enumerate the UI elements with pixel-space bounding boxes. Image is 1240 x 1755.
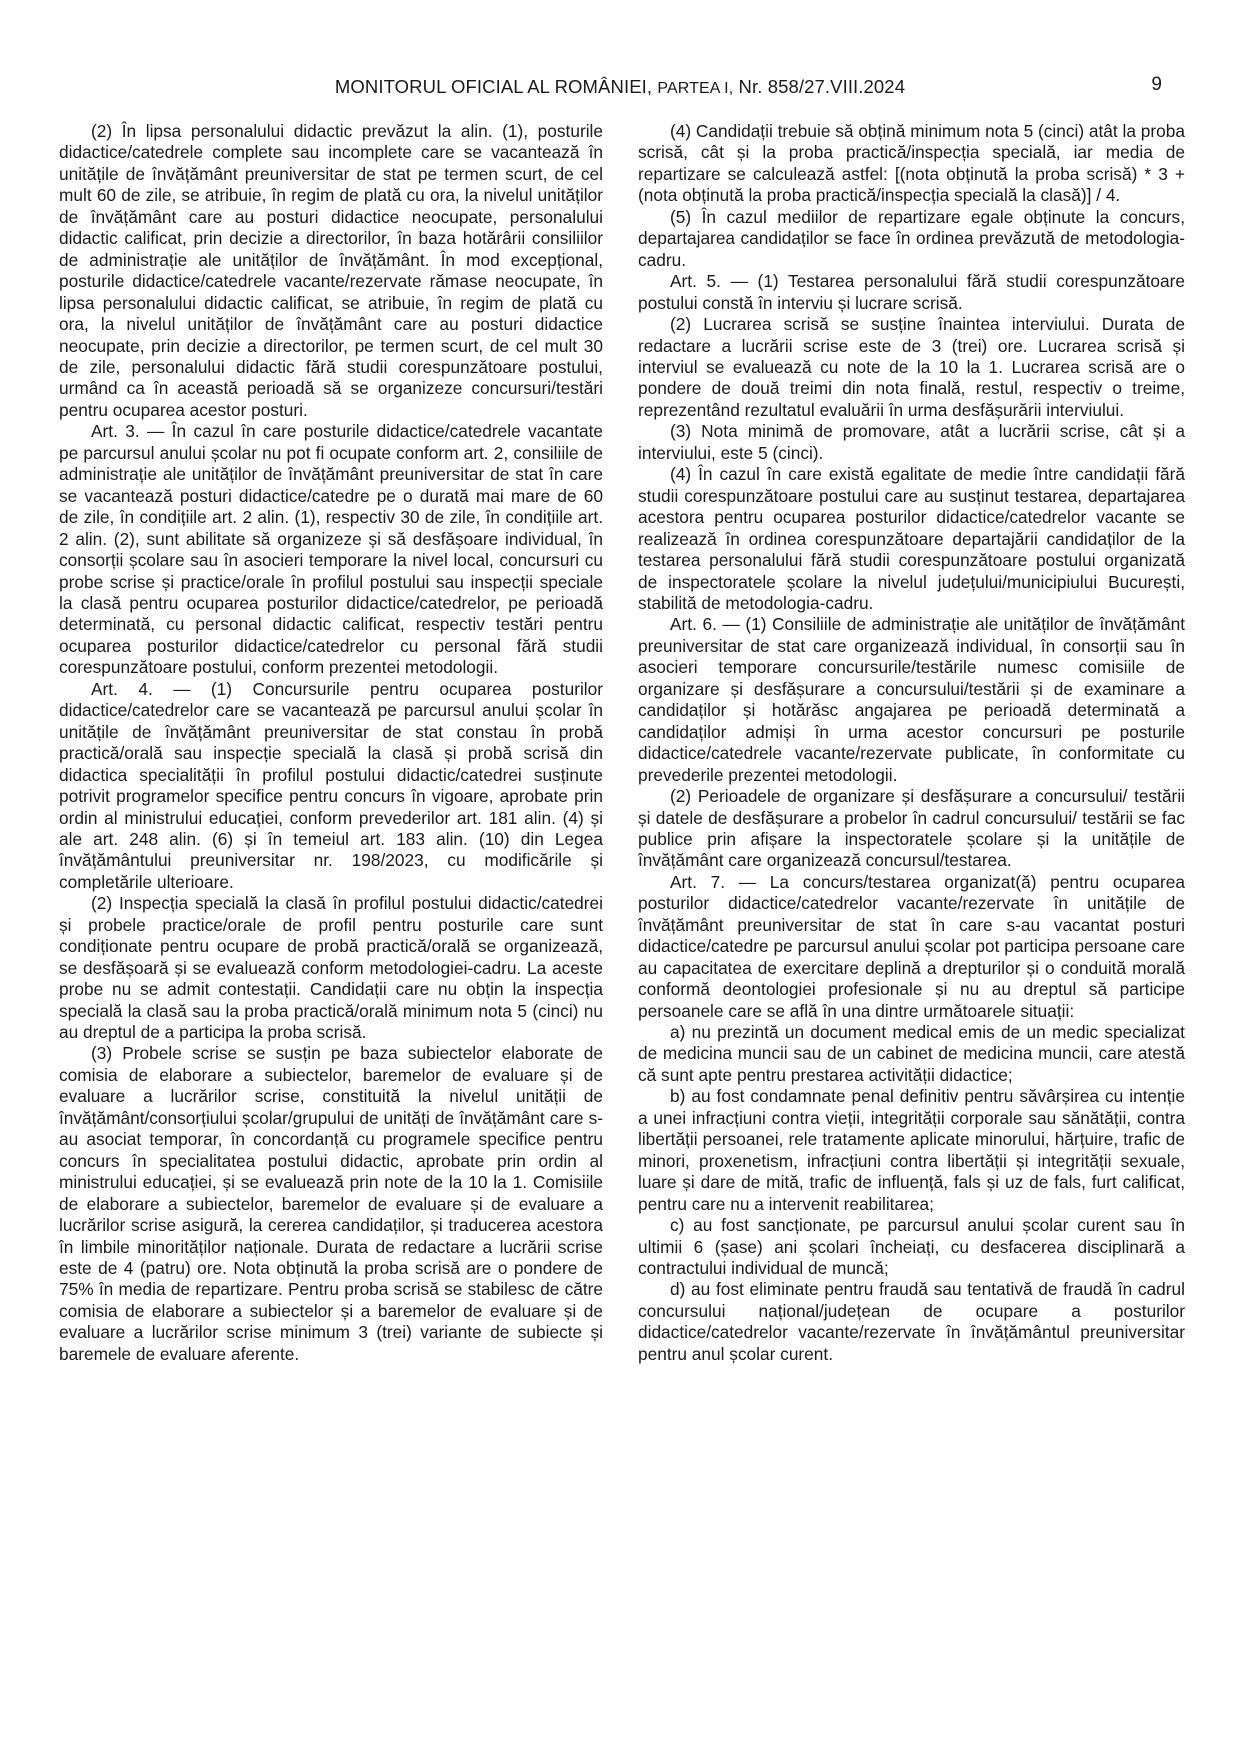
- paragraph: Art. 6. — (1) Consiliile de administrație ale unităților de învățământ preuniversitar de stat care organizează individual, în consorții sau în asocieri temporare concursurile/testările numesc comisiile de organizare și desfășurare a concursului/testării și de examinare a candidaților și hotărăsc angajarea pe perioadă determinată a candidaților admiși în urma acestor concursuri pe posturile didactice/catedrele vacante/rezervate publicate, în conformitate cu prevederile prezentei metodologii.: [638, 614, 1185, 785]
- paragraph: d) au fost eliminate pentru fraudă sau tentativă de fraudă în cadrul concursului național/județean de ocupare a posturilor didactice/catedrelor vacante/rezervate în învățământul preuniversitar pentru anul școlar curent.: [638, 1279, 1185, 1364]
- page-number: 9: [1151, 74, 1162, 95]
- right-column: [638, 121, 1185, 1365]
- paragraph: (2) Lucrarea scrisă se susține înaintea interviului. Durata de redactare a lucrării scrise este de 3 (trei) ore. Lucrarea scrisă și interviul se evaluează cu note de la 10 la 1. Lucrarea scrisă are o pondere de două treimi din nota finală, restul, respectiv o treime, reprezentând rezultatul evaluării în urma desfășurării interviului.: [638, 314, 1185, 420]
- page-header: [0, 76, 1240, 102]
- paragraph: (2) Perioadele de organizare și desfășurare a concursului/ testării și datele de desfășurare a probelor în cadrul concursului/ testării se fac publice prin afișare la inspectoratele școlare și la unitățile de învățământ care organizează concursul/testarea.: [638, 786, 1185, 871]
- paragraph: Art. 7. — La concurs/testarea organizat(ă) pentru ocuparea posturilor didactice/catedrelor vacante/rezervate în unitățile de învățământ preuniversitar de stat în care s-au vacantat posturi didactice/catedre pe parcursul anului școlar pot participa persoane care au capacitatea de exercitare deplină a drepturilor și o conduită morală conformă deontologiei profesionale și nu au dreptul să participe persoanele care se află în una dintre următoarele situații:: [638, 871, 1185, 1021]
- paragraph: Art. 4. — (1) Concursurile pentru ocuparea posturilor didactice/catedrelor care se vacantează pe parcursul anului școlar în unitățile de învățământ preuniversitar de stat constau în probă practică/orală sau inspecție specială la clasă și probă scrisă din didactica specialității în profilul postului didactic/catedrei susținute potrivit programelor specifice pentru concurs în vigoare, aprobate prin ordin al ministrului educației, conform prevederilor art. 181 alin. (4) și ale art. 248 alin. (6) și în temeiul art. 183 alin. (10) din Legea învățământului preuniversitar nr. 198/2023, cu modificările și completările ulterioare.: [59, 678, 603, 892]
- paragraph: b) au fost condamnate penal definitiv pentru săvârșirea cu intenție a unei infracțiuni contra vieții, integrității corporale sau sănătății, contra libertății persoanei, rele tratamente aplicate minorului, hărțuire, trafic de minori, proxenetism, infracțiuni contra libertății și integrității sexuale, luare și dare de mită, trafic de influență, fals și uz de fals, furt calificat, pentru care nu a intervenit reabilitarea;: [638, 1086, 1185, 1214]
- paragraph: (3) Nota minimă de promovare, atât a lucrării scrise, cât și a interviului, este 5 (cinci).: [638, 421, 1185, 463]
- paragraph: (4) Candidații trebuie să obțină minimum nota 5 (cinci) atât la proba scrisă, cât și la proba practică/inspecția specială, iar media de repartizare se calculează astfel: [(nota obținută la proba scrisă) * 3 + (nota obținută la proba practică/inspecția specială la clasă)] / 4.: [638, 121, 1185, 206]
- paragraph: (4) În cazul în care există egalitate de medie între candidații fără studii corespunzătoare postului care au susținut testarea, departajarea acestora pentru ocuparea posturilor didactice/catedrelor vacante se realizează în ordinea corespunzătoare departajării candidaților de la testarea personalului fără studii corespunzătoare postului organizată de inspectoratele școlare la nivelul județului/municipiului București, stabilită de metodologia-cadru.: [638, 464, 1185, 613]
- paragraph: Art. 3. — În cazul în care posturile didactice/catedrele vacantate pe parcursul anului școlar nu pot fi ocupate conform art. 2, consiliile de administrație ale unităților de învățământ preuniversitar de stat în care se vacantează posturi didactice/catedre pe o durată mai mare de 60 de zile, în condițiile art. 2 alin. (1), respectiv 30 de zile, în condițiile art. 2 alin. (2), sunt abilitate să organizeze și să desfășoare individual, în consorții școlare sau în asocieri temporare la nivel local, concursuri cu probe scrise și practice/orale în profilul postului sau inspecții speciale la clasă pentru ocuparea posturilor didactice/catedrelor, pe perioadă determinată, cu personal didactic calificat, respectiv testări pentru ocuparea posturilor didactice/catedrelor cu personal fără studii corespunzătoare postului, conform prezentei metodologii.: [59, 421, 603, 678]
- paragraph: (2) Inspecția specială la clasă în profilul postului didactic/catedrei și probele practice/orale de profil pentru posturile care sunt condiționate pentru ocupare de probă practică/orală se organizează, se desfășoară și se evaluează conform metodologiei-cadru. La aceste probe nu se admit contestații. Candidații care nu obțin la inspecția specială la clasă sau la proba practică/orală minimum nota 5 (cinci) nu au dreptul de a participa la proba scrisă.: [59, 893, 603, 1043]
- paragraph: Art. 5. — (1) Testarea personalului fără studii corespunzătoare postului constă în interviu și lucrare scrisă.: [638, 271, 1185, 313]
- paragraph: c) au fost sancționate, pe parcursul anului școlar curent sau în ultimii 6 (șase) ani școlari încheiați, cu desfacerea disciplinară a contractului individual de muncă;: [638, 1215, 1185, 1279]
- publication-part: PARTEA I,: [657, 80, 734, 97]
- paragraph: (5) În cazul mediilor de repartizare egale obținute la concurs, departajarea candidaților se face în ordinea prevăzută de metodologia-cadru.: [638, 206, 1185, 270]
- publication-issue: Nr. 858/27.VIII.2024: [738, 76, 906, 97]
- publication-name: MONITORUL OFICIAL AL ROMÂNIEI,: [334, 76, 653, 97]
- paragraph: (3) Probele scrise se susțin pe baza subiectelor elaborate de comisia de elaborare a subiectelor, baremelor de evaluare și de evaluare a lucrărilor scrise, constituită la nivelul unității de învățământ/consorțiului școlar/grupului de unități de învățământ care s-au asociat temporar, în concordanță cu programele specifice pentru concurs în specialitatea postului didactic, aprobate prin ordin al ministrului educației, și se evaluează prin note de la 10 la 1. Comisiile de elaborare a subiectelor, baremelor de evaluare și de evaluare a lucrărilor scrise asigură, la cererea candidaților, și traducerea acestora în limbile minorităților naționale. Durata de redactare a lucrării scrise este de 4 (patru) ore. Nota obținută la proba scrisă are o pondere de 75% în media de repartizare. Pentru proba scrisă se stabilesc de către comisia de elaborare a subiectelor și a baremelor de evaluare și de evaluare a lucrărilor scrise minimum 3 (trei) variante de subiecte și baremele de evaluare aferente.: [59, 1043, 603, 1364]
- left-column: [59, 121, 603, 1365]
- paragraph: (2) În lipsa personalului didactic prevăzut la alin. (1), posturile didactice/catedrele complete sau incomplete care se vacantează în unitățile de învățământ preuniversitar de stat pe termen scurt, de cel mult 60 de zile, se atribuie, în regim de plată cu ora, la nivelul unităților de învățământ care au posturi didactice neocupate, personalului didactic calificat, prin decizie a directorilor, în baza hotărârii consiliilor de administrație ale unităților de învățământ. În mod excepțional, posturile didactice/catedrele vacante/rezervate rămase neocupate, în lipsa personalului didactic calificat, se atribuie, în regim de plată cu ora, la nivelul unităților de învățământ care au posturi didactice neocupate, prin decizie a directorilor, pe termen scurt, de cel mult 30 de zile, personalului didactic fără studii corespunzătoare postului, urmând ca în această perioadă să se organizeze concursuri/testări pentru ocuparea acestor posturi.: [59, 121, 603, 420]
- publication-title: [0, 76, 1240, 98]
- paragraph: a) nu prezintă un document medical emis de un medic specializat de medicina muncii sau de un cabinet de medicina muncii, care atestă că sunt apte pentru prestarea activității didactice;: [638, 1022, 1185, 1085]
